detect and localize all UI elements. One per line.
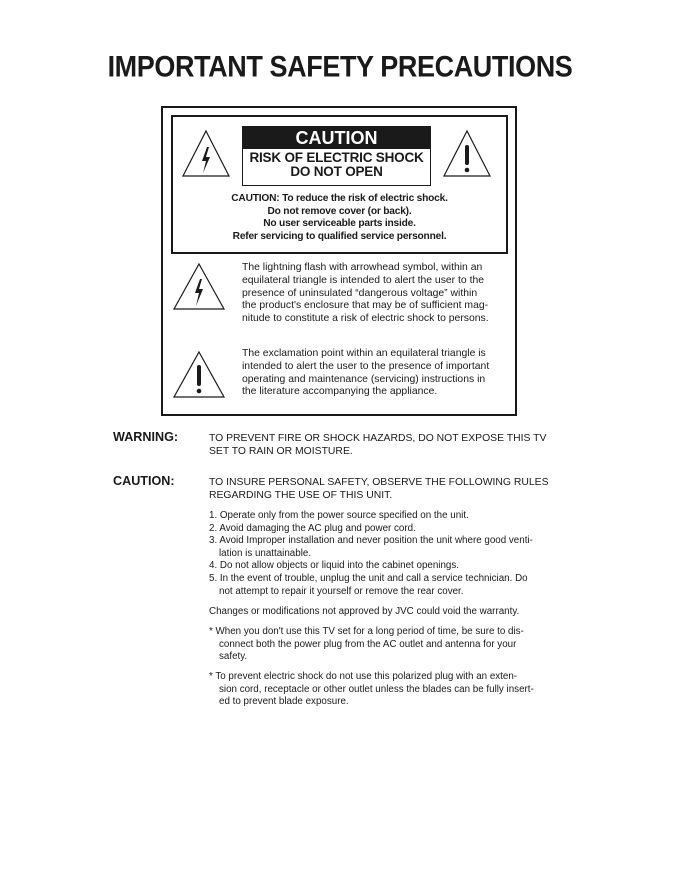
- safety-rules-list: [209, 510, 533, 598]
- warning-label: WARNING:: [113, 430, 179, 444]
- caution-line: REGARDING THE USE OF THIS UNIT.: [209, 490, 393, 501]
- caution-instructions: [171, 193, 508, 243]
- exclamation-symbol-description: [242, 348, 517, 399]
- page-title: IMPORTANT SAFETY PRECAUTIONS: [107, 50, 573, 84]
- note-line: sion cord, receptacle or other outlet unless the blades can be fully insert-: [219, 683, 534, 695]
- note-line: * To prevent electric shock do not use this polarized plug with an exten-: [209, 671, 518, 682]
- description-line: intended to alert the user to the presence of important: [242, 360, 490, 372]
- description-line: nitude to constitute a risk of electric shock to persons.: [242, 313, 489, 325]
- rule-item-continuation: not attempt to repair it yourself or remove the rear cover.: [219, 585, 464, 597]
- description-line: the product's enclosure that may be of sufficient mag-: [242, 300, 489, 312]
- changes-note: [209, 606, 519, 619]
- description-line: presence of uninsulated “dangerous voltage” within: [242, 287, 478, 299]
- rule-item: 2. Avoid damaging the AC plug and power cord.: [209, 522, 416, 534]
- warning-line: SET TO RAIN OR MOISTURE.: [209, 446, 353, 457]
- warning-text: [209, 432, 546, 458]
- rule-item: 1. Operate only from the power source specified on the unit.: [209, 510, 469, 521]
- caution-heading: CAUTION: [243, 127, 430, 149]
- caution-instruction-line: Refer servicing to qualified service personnel.: [232, 230, 447, 242]
- risk-of-shock-line: RISK OF ELECTRIC SHOCK: [249, 150, 424, 165]
- lightning-symbol-icon: [172, 262, 226, 312]
- rule-item: 3. Avoid Improper installation and never position the unit where good venti-: [209, 535, 533, 547]
- warning-line: TO PREVENT FIRE OR SHOCK HAZARDS, DO NOT EXPOSE THIS TV: [209, 433, 547, 444]
- do-not-open-line: DO NOT OPEN: [290, 164, 383, 179]
- lightning-symbol-description: [242, 262, 517, 326]
- caution-instruction-line: No user serviceable parts inside.: [263, 218, 416, 230]
- caution-line: TO INSURE PERSONAL SAFETY, OBSERVE THE FOLLOWING RULES: [209, 477, 549, 488]
- note-unused-tv: [209, 626, 524, 664]
- description-line: The exclamation point within an equilateral triangle is: [242, 348, 486, 359]
- rule-item-continuation: lation is unattainable.: [219, 547, 312, 559]
- caution-instruction-line: CAUTION: To reduce the risk of electric shock.: [231, 193, 448, 204]
- caution-panel: [242, 126, 431, 186]
- description-line: operating and maintenance (servicing) instructions in: [242, 373, 486, 385]
- description-line: equilateral triangle is intended to alert the user to the: [242, 274, 485, 286]
- lightning-warning-icon: [181, 129, 231, 179]
- caution-label: CAUTION:: [113, 474, 175, 488]
- caution-text: [209, 476, 549, 502]
- note-line: safety.: [219, 651, 248, 663]
- note-line: connect both the power plug from the AC outlet and antenna for your: [219, 638, 517, 650]
- description-line: the literature accompanying the appliance.: [242, 386, 438, 398]
- exclamation-symbol-icon: [172, 350, 226, 400]
- changes-note-text: Changes or modifications not approved by JVC could void the warranty.: [209, 606, 520, 617]
- note-polarized-plug: [209, 671, 534, 709]
- note-line: * When you don't use this TV set for a long period of time, be sure to dis-: [209, 626, 524, 637]
- rule-item: 4. Do not allow objects or liquid into the cabinet openings.: [209, 560, 459, 572]
- caution-instruction-line: Do not remove cover (or back).: [267, 205, 412, 217]
- description-line: The lightning flash with arrowhead symbol, within an: [242, 262, 483, 273]
- rule-item: 5. In the event of trouble, unplug the unit and call a service technician. Do: [209, 572, 528, 584]
- note-line: ed to prevent blade exposure.: [219, 696, 349, 708]
- exclamation-warning-icon: [442, 129, 492, 179]
